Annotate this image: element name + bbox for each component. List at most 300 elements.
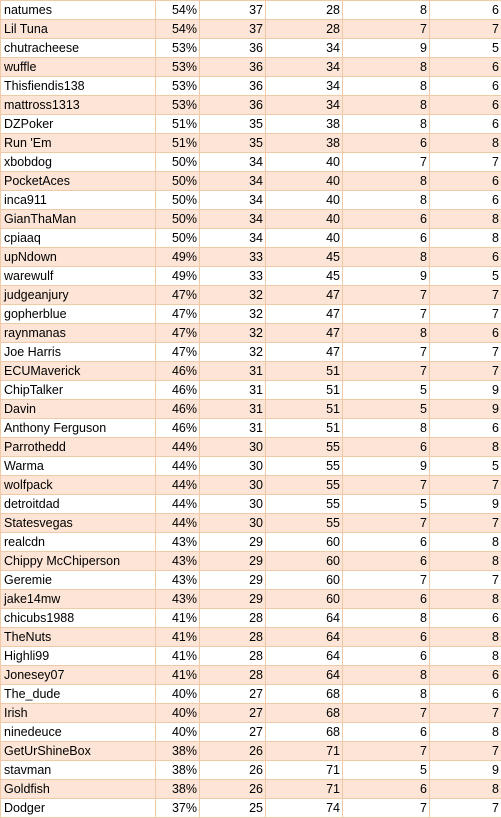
player-name-cell: ninedeuce	[1, 723, 156, 742]
value-cell-a: 34	[200, 210, 266, 229]
value-cell-c: 5	[343, 495, 430, 514]
value-cell-c: 8	[343, 419, 430, 438]
value-cell-d: 7	[430, 571, 501, 590]
win-percent-cell: 43%	[156, 533, 200, 552]
win-percent-cell: 43%	[156, 590, 200, 609]
table-row	[1, 324, 501, 343]
win-percent-cell: 41%	[156, 609, 200, 628]
value-cell-a: 30	[200, 476, 266, 495]
value-cell-c: 5	[343, 381, 430, 400]
win-percent-cell: 54%	[156, 1, 200, 20]
value-cell-a: 32	[200, 286, 266, 305]
table-row	[1, 210, 501, 229]
value-cell-c: 8	[343, 685, 430, 704]
player-name-cell: natumes	[1, 1, 156, 20]
value-cell-a: 33	[200, 267, 266, 286]
value-cell-d: 5	[430, 267, 501, 286]
value-cell-c: 6	[343, 628, 430, 647]
table-row	[1, 552, 501, 571]
value-cell-a: 35	[200, 134, 266, 153]
player-name-cell: mattross1313	[1, 96, 156, 115]
win-percent-cell: 53%	[156, 58, 200, 77]
value-cell-a: 34	[200, 172, 266, 191]
value-cell-a: 26	[200, 780, 266, 799]
value-cell-b: 34	[266, 39, 343, 58]
value-cell-c: 9	[343, 39, 430, 58]
value-cell-a: 36	[200, 77, 266, 96]
table-row	[1, 1, 501, 20]
win-percent-cell: 53%	[156, 39, 200, 58]
table-row	[1, 362, 501, 381]
value-cell-d: 8	[430, 780, 501, 799]
value-cell-c: 8	[343, 115, 430, 134]
win-percent-cell: 40%	[156, 704, 200, 723]
player-name-cell: jake14mw	[1, 590, 156, 609]
value-cell-b: 40	[266, 153, 343, 172]
value-cell-c: 7	[343, 742, 430, 761]
win-percent-cell: 50%	[156, 153, 200, 172]
win-percent-cell: 50%	[156, 229, 200, 248]
value-cell-d: 8	[430, 628, 501, 647]
value-cell-b: 38	[266, 134, 343, 153]
value-cell-d: 6	[430, 609, 501, 628]
value-cell-d: 7	[430, 476, 501, 495]
value-cell-b: 51	[266, 362, 343, 381]
win-percent-cell: 44%	[156, 457, 200, 476]
player-name-cell: GianThaMan	[1, 210, 156, 229]
player-name-cell: xbobdog	[1, 153, 156, 172]
win-percent-cell: 41%	[156, 647, 200, 666]
table-row	[1, 58, 501, 77]
table-row	[1, 723, 501, 742]
value-cell-b: 34	[266, 96, 343, 115]
value-cell-a: 35	[200, 115, 266, 134]
table-row	[1, 39, 501, 58]
value-cell-a: 27	[200, 704, 266, 723]
value-cell-c: 5	[343, 400, 430, 419]
value-cell-a: 26	[200, 761, 266, 780]
player-name-cell: ECUMaverick	[1, 362, 156, 381]
table-row	[1, 666, 501, 685]
value-cell-d: 6	[430, 1, 501, 20]
value-cell-b: 34	[266, 58, 343, 77]
win-percent-cell: 49%	[156, 267, 200, 286]
table-row	[1, 571, 501, 590]
value-cell-b: 55	[266, 438, 343, 457]
table-row	[1, 172, 501, 191]
value-cell-c: 7	[343, 514, 430, 533]
table-row	[1, 495, 501, 514]
player-name-cell: Lil Tuna	[1, 20, 156, 39]
value-cell-d: 9	[430, 381, 501, 400]
table-row	[1, 780, 501, 799]
table-row	[1, 96, 501, 115]
value-cell-d: 5	[430, 39, 501, 58]
win-percent-cell: 37%	[156, 799, 200, 818]
win-percent-cell: 53%	[156, 96, 200, 115]
value-cell-d: 5	[430, 457, 501, 476]
player-name-cell: Irish	[1, 704, 156, 723]
value-cell-c: 8	[343, 77, 430, 96]
table-row	[1, 115, 501, 134]
value-cell-d: 8	[430, 438, 501, 457]
value-cell-d: 7	[430, 799, 501, 818]
value-cell-a: 34	[200, 191, 266, 210]
win-percent-cell: 46%	[156, 419, 200, 438]
win-percent-cell: 44%	[156, 514, 200, 533]
win-percent-cell: 38%	[156, 780, 200, 799]
value-cell-b: 28	[266, 1, 343, 20]
win-percent-cell: 44%	[156, 438, 200, 457]
value-cell-d: 8	[430, 134, 501, 153]
value-cell-a: 32	[200, 305, 266, 324]
value-cell-a: 25	[200, 799, 266, 818]
value-cell-c: 8	[343, 172, 430, 191]
win-percent-cell: 38%	[156, 742, 200, 761]
table-row	[1, 381, 501, 400]
player-name-cell: TheNuts	[1, 628, 156, 647]
win-percent-cell: 46%	[156, 362, 200, 381]
value-cell-a: 32	[200, 343, 266, 362]
value-cell-b: 60	[266, 590, 343, 609]
win-percent-cell: 41%	[156, 628, 200, 647]
value-cell-c: 7	[343, 704, 430, 723]
player-name-cell: Davin	[1, 400, 156, 419]
player-name-cell: Statesvegas	[1, 514, 156, 533]
value-cell-a: 30	[200, 457, 266, 476]
value-cell-d: 8	[430, 552, 501, 571]
table-row	[1, 134, 501, 153]
win-percent-cell: 54%	[156, 20, 200, 39]
value-cell-d: 7	[430, 704, 501, 723]
value-cell-b: 47	[266, 286, 343, 305]
player-name-cell: PocketAces	[1, 172, 156, 191]
win-percent-cell: 47%	[156, 305, 200, 324]
value-cell-d: 7	[430, 20, 501, 39]
win-percent-cell: 50%	[156, 210, 200, 229]
table-row	[1, 191, 501, 210]
value-cell-c: 6	[343, 647, 430, 666]
win-percent-cell: 44%	[156, 476, 200, 495]
value-cell-b: 34	[266, 77, 343, 96]
standings-rows	[1, 1, 501, 818]
value-cell-d: 9	[430, 495, 501, 514]
value-cell-c: 7	[343, 362, 430, 381]
table-row	[1, 400, 501, 419]
value-cell-d: 6	[430, 96, 501, 115]
table-row	[1, 286, 501, 305]
table-row	[1, 229, 501, 248]
value-cell-c: 7	[343, 153, 430, 172]
player-name-cell: Parrothedd	[1, 438, 156, 457]
win-percent-cell: 38%	[156, 761, 200, 780]
value-cell-a: 31	[200, 362, 266, 381]
value-cell-d: 8	[430, 210, 501, 229]
value-cell-a: 26	[200, 742, 266, 761]
player-name-cell: stavman	[1, 761, 156, 780]
player-name-cell: Highli99	[1, 647, 156, 666]
value-cell-d: 6	[430, 115, 501, 134]
value-cell-a: 33	[200, 248, 266, 267]
player-name-cell: gopherblue	[1, 305, 156, 324]
value-cell-c: 8	[343, 58, 430, 77]
value-cell-a: 37	[200, 20, 266, 39]
value-cell-d: 6	[430, 77, 501, 96]
value-cell-b: 64	[266, 647, 343, 666]
value-cell-d: 6	[430, 419, 501, 438]
value-cell-b: 64	[266, 628, 343, 647]
value-cell-c: 9	[343, 457, 430, 476]
value-cell-b: 51	[266, 381, 343, 400]
table-row	[1, 628, 501, 647]
value-cell-c: 7	[343, 305, 430, 324]
value-cell-c: 6	[343, 229, 430, 248]
value-cell-b: 55	[266, 514, 343, 533]
value-cell-b: 71	[266, 742, 343, 761]
table-row	[1, 20, 501, 39]
win-percent-cell: 40%	[156, 723, 200, 742]
value-cell-d: 8	[430, 723, 501, 742]
table-row	[1, 590, 501, 609]
table-row	[1, 704, 501, 723]
value-cell-c: 7	[343, 20, 430, 39]
value-cell-a: 30	[200, 514, 266, 533]
value-cell-b: 74	[266, 799, 343, 818]
player-name-cell: realcdn	[1, 533, 156, 552]
value-cell-a: 28	[200, 609, 266, 628]
value-cell-b: 28	[266, 20, 343, 39]
win-percent-cell: 49%	[156, 248, 200, 267]
table-row	[1, 248, 501, 267]
value-cell-a: 37	[200, 1, 266, 20]
table-row	[1, 343, 501, 362]
value-cell-b: 60	[266, 571, 343, 590]
table-row	[1, 419, 501, 438]
value-cell-a: 36	[200, 39, 266, 58]
player-name-cell: Anthony Ferguson	[1, 419, 156, 438]
value-cell-c: 8	[343, 666, 430, 685]
table-row	[1, 609, 501, 628]
value-cell-c: 6	[343, 780, 430, 799]
value-cell-b: 45	[266, 248, 343, 267]
player-name-cell: Warma	[1, 457, 156, 476]
value-cell-c: 8	[343, 191, 430, 210]
value-cell-c: 6	[343, 210, 430, 229]
table-row	[1, 514, 501, 533]
value-cell-b: 60	[266, 533, 343, 552]
value-cell-d: 6	[430, 172, 501, 191]
value-cell-a: 34	[200, 229, 266, 248]
win-percent-cell: 43%	[156, 571, 200, 590]
value-cell-a: 29	[200, 533, 266, 552]
value-cell-b: 64	[266, 666, 343, 685]
value-cell-b: 64	[266, 609, 343, 628]
value-cell-d: 7	[430, 343, 501, 362]
value-cell-b: 68	[266, 723, 343, 742]
value-cell-b: 47	[266, 324, 343, 343]
value-cell-a: 30	[200, 438, 266, 457]
value-cell-c: 9	[343, 267, 430, 286]
value-cell-b: 55	[266, 457, 343, 476]
table-row	[1, 476, 501, 495]
player-name-cell: warewulf	[1, 267, 156, 286]
value-cell-c: 6	[343, 533, 430, 552]
player-name-cell: upNdown	[1, 248, 156, 267]
value-cell-a: 36	[200, 96, 266, 115]
value-cell-d: 8	[430, 647, 501, 666]
table-row	[1, 799, 501, 818]
win-percent-cell: 47%	[156, 343, 200, 362]
player-name-cell: raynmanas	[1, 324, 156, 343]
value-cell-b: 55	[266, 476, 343, 495]
value-cell-c: 8	[343, 609, 430, 628]
table-row	[1, 267, 501, 286]
player-name-cell: The_dude	[1, 685, 156, 704]
win-percent-cell: 43%	[156, 552, 200, 571]
value-cell-a: 29	[200, 571, 266, 590]
value-cell-c: 6	[343, 438, 430, 457]
win-percent-cell: 44%	[156, 495, 200, 514]
player-name-cell: ChipTalker	[1, 381, 156, 400]
value-cell-b: 40	[266, 229, 343, 248]
value-cell-c: 7	[343, 571, 430, 590]
table-row	[1, 305, 501, 324]
value-cell-c: 6	[343, 590, 430, 609]
player-name-cell: chicubs1988	[1, 609, 156, 628]
value-cell-b: 38	[266, 115, 343, 134]
value-cell-b: 47	[266, 343, 343, 362]
table-row	[1, 153, 501, 172]
player-name-cell: judgeanjury	[1, 286, 156, 305]
player-name-cell: Joe Harris	[1, 343, 156, 362]
win-percent-cell: 46%	[156, 400, 200, 419]
player-name-cell: Chippy McChiperson	[1, 552, 156, 571]
player-name-cell: GetUrShineBox	[1, 742, 156, 761]
player-name-cell: inca911	[1, 191, 156, 210]
table-row	[1, 533, 501, 552]
value-cell-c: 7	[343, 476, 430, 495]
table-row	[1, 457, 501, 476]
win-percent-cell: 40%	[156, 685, 200, 704]
value-cell-c: 6	[343, 134, 430, 153]
value-cell-d: 6	[430, 324, 501, 343]
player-name-cell: detroitdad	[1, 495, 156, 514]
player-name-cell: Run 'Em	[1, 134, 156, 153]
player-name-cell: wolfpack	[1, 476, 156, 495]
win-percent-cell: 41%	[156, 666, 200, 685]
value-cell-a: 32	[200, 324, 266, 343]
value-cell-d: 7	[430, 286, 501, 305]
value-cell-a: 36	[200, 58, 266, 77]
win-percent-cell: 46%	[156, 381, 200, 400]
value-cell-b: 68	[266, 704, 343, 723]
value-cell-c: 8	[343, 1, 430, 20]
value-cell-d: 6	[430, 191, 501, 210]
win-percent-cell: 47%	[156, 286, 200, 305]
player-name-cell: Dodger	[1, 799, 156, 818]
player-name-cell: Geremie	[1, 571, 156, 590]
player-name-cell: Goldfish	[1, 780, 156, 799]
value-cell-d: 6	[430, 666, 501, 685]
value-cell-a: 28	[200, 628, 266, 647]
value-cell-c: 6	[343, 723, 430, 742]
value-cell-a: 29	[200, 590, 266, 609]
value-cell-a: 27	[200, 685, 266, 704]
win-percent-cell: 47%	[156, 324, 200, 343]
win-percent-cell: 51%	[156, 115, 200, 134]
value-cell-a: 31	[200, 419, 266, 438]
value-cell-d: 6	[430, 685, 501, 704]
table-row	[1, 685, 501, 704]
value-cell-c: 8	[343, 96, 430, 115]
value-cell-d: 6	[430, 248, 501, 267]
value-cell-d: 7	[430, 514, 501, 533]
value-cell-d: 6	[430, 58, 501, 77]
value-cell-d: 8	[430, 590, 501, 609]
value-cell-a: 27	[200, 723, 266, 742]
value-cell-d: 9	[430, 761, 501, 780]
value-cell-a: 30	[200, 495, 266, 514]
player-name-cell: Jonesey07	[1, 666, 156, 685]
value-cell-b: 71	[266, 761, 343, 780]
value-cell-a: 29	[200, 552, 266, 571]
value-cell-b: 51	[266, 400, 343, 419]
value-cell-d: 7	[430, 362, 501, 381]
value-cell-d: 7	[430, 153, 501, 172]
value-cell-b: 51	[266, 419, 343, 438]
value-cell-b: 40	[266, 191, 343, 210]
win-percent-cell: 50%	[156, 172, 200, 191]
table-row	[1, 647, 501, 666]
win-percent-cell: 53%	[156, 77, 200, 96]
table-row	[1, 77, 501, 96]
value-cell-a: 28	[200, 647, 266, 666]
player-name-cell: Thisfiendis138	[1, 77, 156, 96]
table-row	[1, 761, 501, 780]
value-cell-d: 8	[430, 229, 501, 248]
value-cell-b: 55	[266, 495, 343, 514]
value-cell-d: 7	[430, 305, 501, 324]
player-name-cell: wuffle	[1, 58, 156, 77]
value-cell-b: 47	[266, 305, 343, 324]
value-cell-d: 7	[430, 742, 501, 761]
value-cell-a: 34	[200, 153, 266, 172]
value-cell-a: 31	[200, 400, 266, 419]
win-percent-cell: 50%	[156, 191, 200, 210]
value-cell-b: 71	[266, 780, 343, 799]
win-percent-cell: 51%	[156, 134, 200, 153]
value-cell-b: 68	[266, 685, 343, 704]
value-cell-d: 9	[430, 400, 501, 419]
player-name-cell: DZPoker	[1, 115, 156, 134]
value-cell-a: 28	[200, 666, 266, 685]
value-cell-c: 5	[343, 761, 430, 780]
player-name-cell: chutracheese	[1, 39, 156, 58]
value-cell-b: 60	[266, 552, 343, 571]
value-cell-b: 40	[266, 210, 343, 229]
value-cell-c: 7	[343, 343, 430, 362]
value-cell-b: 40	[266, 172, 343, 191]
value-cell-c: 6	[343, 552, 430, 571]
value-cell-c: 8	[343, 324, 430, 343]
value-cell-c: 7	[343, 286, 430, 305]
table-row	[1, 742, 501, 761]
value-cell-c: 7	[343, 799, 430, 818]
table-row	[1, 438, 501, 457]
value-cell-b: 45	[266, 267, 343, 286]
value-cell-d: 8	[430, 533, 501, 552]
value-cell-a: 31	[200, 381, 266, 400]
